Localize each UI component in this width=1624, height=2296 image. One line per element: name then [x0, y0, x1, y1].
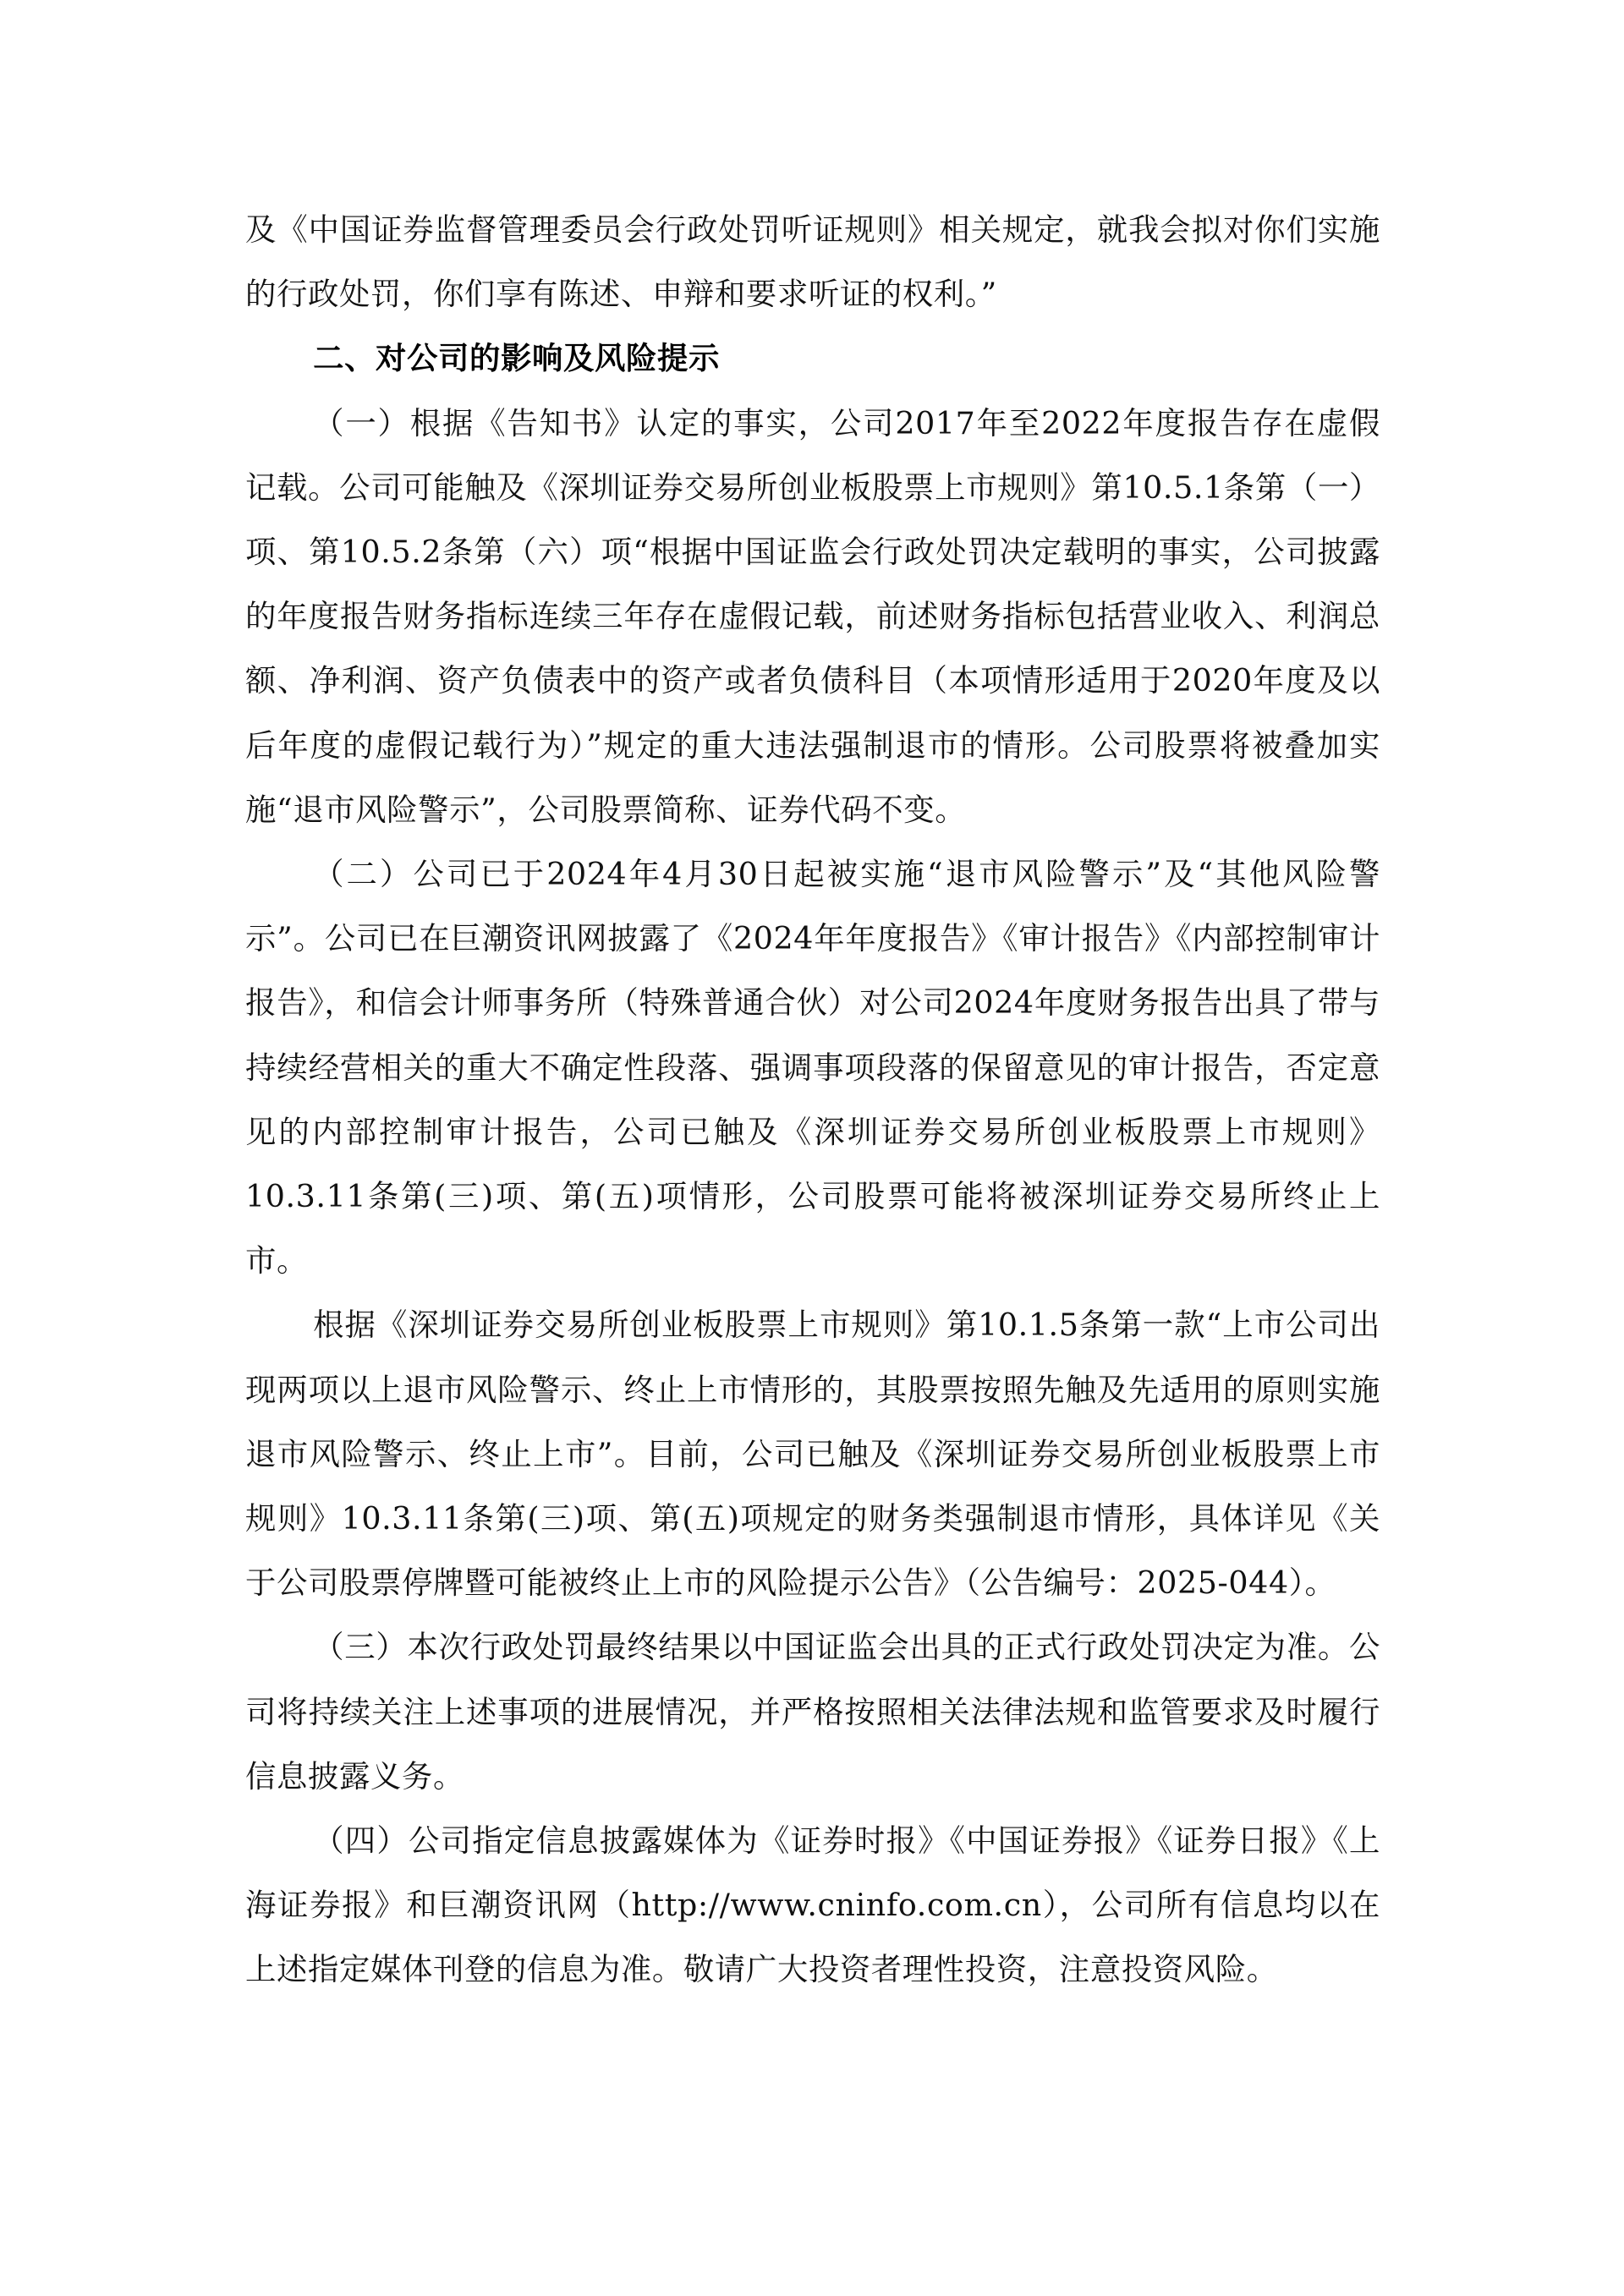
- paragraph-item-2-continued: 根据《深圳证券交易所创业板股票上市规则》第10.1.5条第一款“上市公司出现两项以上退市风险警示、终止上市情形的，其股票按照先触及先适用的原则实施退市风险警示、终止上市”。目前，公司已触及《深圳证券交易所创业板股票上市规则》10.3.11条第(三)项、第(五)项规定的财务类强制退市情形，具体详见《关于公司股票停牌暨可能被终止上市的风险提示公告》（公告编号：2025-044）。: [245, 1307, 1380, 1602]
- paragraph-continuation: 及《中国证券监督管理委员会行政处罚听证规则》相关规定，就我会拟对你们实施的行政处罚，你们享有陈述、申辩和要求听证的权利。”: [245, 211, 1380, 313]
- paragraph-item-2: （二）公司已于2024年4月30日起被实施“退市风险警示”及“其他风险警示”。公司已在巨潮资讯网披露了《2024年年度报告》《审计报告》《内部控制审计报告》，和信会计师事务所（特殊普通合伙）对公司2024年度财务报告出具了带与持续经营相关的重大不确定性段落、强调事项段落的保留意见的审计报告，否定意见的内部控制审计报告，公司已触及《深圳证券交易所创业板股票上市规则》10.3.11条第(三)项、第(五)项情形，公司股票可能将被深圳证券交易所终止上市。: [245, 856, 1380, 1280]
- section-heading-impact-and-risk: 二、对公司的影响及风险提示: [313, 340, 720, 377]
- paragraph-item-4: （四）公司指定信息披露媒体为《证券时报》《中国证券报》《证券日报》《上海证券报》和巨潮资讯网（http://www.cninfo.com.cn），公司所有信息均以在上述指定媒体刊登的信息为准。敬请广大投资者理性投资，注意投资风险。: [245, 1822, 1380, 1988]
- paragraph-item-3: （三）本次行政处罚最终结果以中国证监会出具的正式行政处罚决定为准。公司将持续关注上述事项的进展情况，并严格按照相关法律法规和监管要求及时履行信息披露义务。: [245, 1629, 1380, 1795]
- paragraph-item-1: （一）根据《告知书》认定的事实，公司2017年至2022年度报告存在虚假记载。公司可能触及《深圳证券交易所创业板股票上市规则》第10.5.1条第（一）项、第10.5.2条第（六）项“根据中国证监会行政处罚决定载明的事实，公司披露的年度报告财务指标连续三年存在虚假记载，前述财务指标包括营业收入、利润总额、净利润、资产负债表中的资产或者负债科目（本项情形适用于2020年度及以后年度的虚假记载行为）”规定的重大违法强制退市的情形。公司股票将被叠加实施“退市风险警示”，公司股票简称、证券代码不变。: [245, 404, 1380, 828]
- document-page: [245, 198, 1380, 2003]
